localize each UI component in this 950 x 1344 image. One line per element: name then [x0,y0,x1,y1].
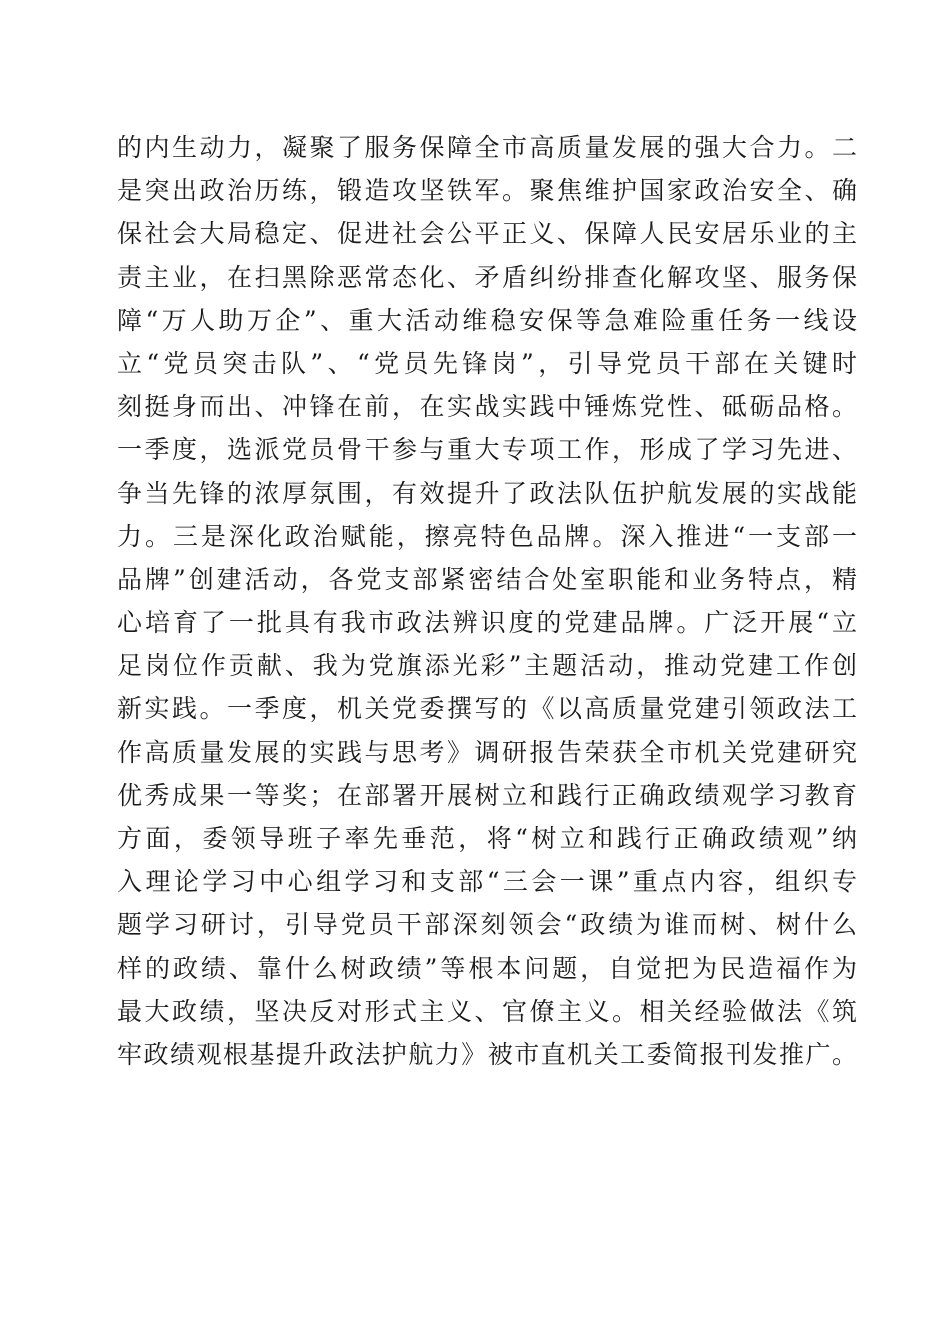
text-line: 一季度，选派党员骨干参与重大专项工作，形成了学习先进、 [117,435,857,465]
text-line: 的内生动力，凝聚了服务保障全市高质量发展的强大合力。二 [117,133,857,162]
text-line: 作高质量发展的实践与思考》调研报告荣获全市机关党建研究 [117,737,857,767]
text-line: 障“万人助万企”、重大活动维稳安保等急难险重任务一线设 [117,305,857,335]
text-line: 入理论学习中心组学习和支部“三会一课”重点内容，组织专 [117,867,857,897]
text-line: 立“党员突击队”、“党员先锋岗”，引导党员干部在关键时 [117,348,857,378]
text-line: 最大政绩，坚决反对形式主义、官僚主义。相关经验做法《筑 [117,996,857,1026]
text-line: 新实践。一季度，机关党委撰写的《以高质量党建引领政法工 [117,694,857,724]
text-line: 力。三是深化政治赋能，擦亮特色品牌。深入推进“一支部一 [117,521,857,551]
text-line: 品牌”创建活动，各党支部紧密结合处室职能和业务特点，精 [117,564,857,594]
text-line: 是突出政治历练，锻造攻坚铁军。聚焦维护国家政治安全、确 [117,176,857,206]
text-line: 保社会大局稳定、促进社会公平正义、保障人民安居乐业的主 [117,219,857,249]
text-line: 心培育了一批具有我市政法辨识度的党建品牌。广泛开展“立 [117,608,857,638]
text-line: 刻挺身而出、冲锋在前，在实战实践中锤炼党性、砥砺品格。 [117,392,857,422]
text-line: 足岗位作贡献、我为党旗添光彩”主题活动，推动党建工作创 [117,651,857,681]
body-paragraph [117,126,857,1076]
text-line: 责主业，在扫黑除恶常态化、矛盾纠纷排查化解攻坚、服务保 [117,262,857,292]
text-line: 牢政绩观根基提升政法护航力》被市直机关工委简报刊发推广。 [117,1039,857,1069]
text-line: 优秀成果一等奖；在部署开展树立和践行正确政绩观学习教育 [117,780,857,810]
text-line: 方面，委领导班子率先垂范，将“树立和践行正确政绩观”纳 [117,824,857,853]
text-line: 题学习研讨，引导党员干部深刻领会“政绩为谁而树、树什么 [117,910,857,940]
text-line: 样的政绩、靠什么树政绩”等根本问题，自觉把为民造福作为 [117,953,857,983]
text-line: 争当先锋的浓厚氛围，有效提升了政法队伍护航发展的实战能 [117,478,857,508]
